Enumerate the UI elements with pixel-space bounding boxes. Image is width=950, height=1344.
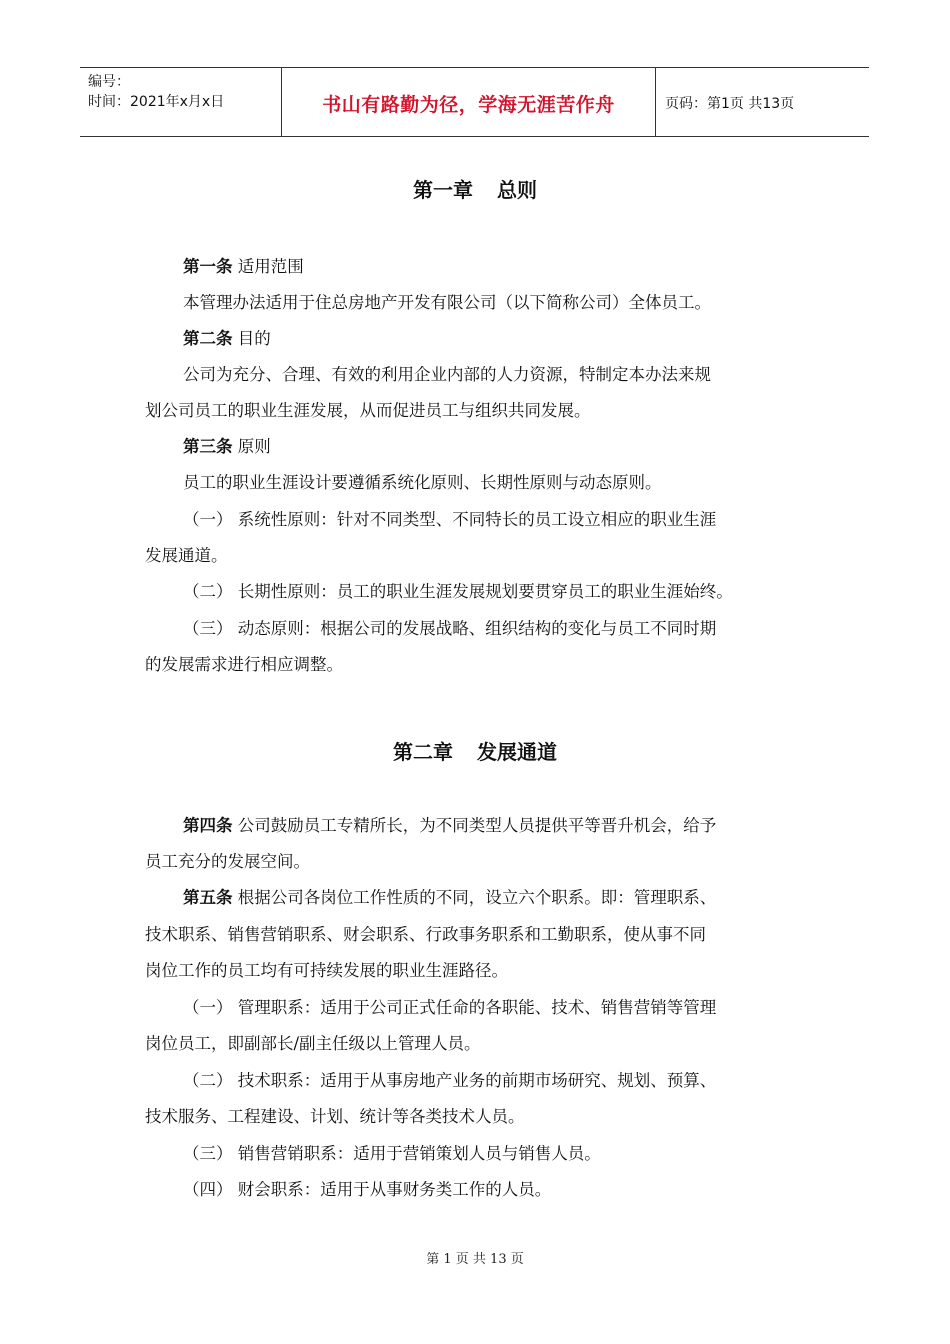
chapter-heading-1 [0, 174, 950, 203]
line-text: （一） 管理职系：适用于公司正式任命的各职能、技术、销售营销等管理 [183, 998, 717, 1017]
paragraph-line [183, 255, 304, 279]
header-page-cell [655, 68, 869, 136]
paragraph-line [183, 580, 733, 604]
line-text: 适用范围 [232, 257, 304, 276]
header-motto: 书山有路勤为径，学海无涯苦作舟 [322, 94, 615, 116]
header-meta-cell [80, 68, 281, 136]
paragraph-line [183, 814, 716, 838]
line-text: 发展通道。 [145, 546, 228, 565]
paragraph-line [145, 653, 343, 677]
document-header [80, 67, 869, 137]
header-page-info: 页码：第1页 共13页 [665, 96, 795, 112]
line-text: （二） 技术职系：适用于从事房地产业务的前期市场研究、规划、预算、 [183, 1071, 717, 1090]
line-text: 员工充分的发展空间。 [145, 852, 310, 871]
paragraph-line [183, 1178, 551, 1202]
line-text: 岗位员工，即副部长/副主任级以上管理人员。 [145, 1034, 481, 1053]
header-motto-cell [281, 68, 656, 136]
line-text: （三） 动态原则：根据公司的发展战略、组织结构的变化与员工不同时期 [183, 619, 717, 638]
line-text: （二） 长期性原则：员工的职业生涯发展规划要贯穿员工的职业生涯始终。 [183, 582, 733, 601]
article-label: 第二条 [183, 329, 233, 348]
line-text: （四） 财会职系：适用于从事财务类工作的人员。 [183, 1180, 552, 1199]
line-text: 划公司员工的职业生涯发展，从而促进员工与组织共同发展。 [145, 401, 591, 420]
paragraph-line [145, 923, 706, 947]
paragraph-line [145, 1032, 481, 1056]
line-text: 技术职系、销售营销职系、财会职系、行政事务职系和工勤职系，使从事不同 [145, 925, 706, 944]
line-text: 公司为充分、合理、有效的利用企业内部的人力资源，特制定本办法来规 [183, 365, 711, 384]
paragraph-line [183, 1069, 716, 1093]
paragraph-line [183, 1142, 601, 1166]
document-date-label: 时间：2021年x月x日 [88, 94, 225, 110]
paragraph-line [145, 959, 508, 983]
line-text: 的发展需求进行相应调整。 [145, 655, 343, 674]
line-text: 岗位工作的员工均有可持续发展的职业生涯路径。 [145, 961, 508, 980]
paragraph-line [183, 327, 271, 351]
chapter-title: 总则 [497, 178, 537, 202]
line-text: 员工的职业生涯设计要遵循系统化原则、长期性原则与动态原则。 [183, 473, 662, 492]
paragraph-line [183, 617, 716, 641]
article-label: 第三条 [183, 437, 233, 456]
page-footer: 第 1 页 共 13 页 [426, 1252, 524, 1267]
line-text: （一） 系统性原则：针对不同类型、不同特长的员工设立相应的职业生涯 [183, 510, 717, 529]
line-text: （三） 销售营销职系：适用于营销策划人员与销售人员。 [183, 1144, 601, 1163]
paragraph-line [183, 291, 711, 315]
article-label: 第五条 [183, 888, 233, 907]
line-text: 目的 [232, 329, 271, 348]
paragraph-line [145, 1105, 525, 1129]
paragraph-line [183, 363, 711, 387]
paragraph-line [145, 544, 228, 568]
line-text: 原则 [232, 437, 271, 456]
paragraph-line [145, 850, 310, 874]
paragraph-line [183, 886, 716, 910]
paragraph-line [183, 471, 662, 495]
paragraph-line [183, 996, 716, 1020]
paragraph-line [183, 508, 716, 532]
line-text: 本管理办法适用于住总房地产开发有限公司（以下简称公司）全体员工。 [183, 293, 711, 312]
article-label: 第四条 [183, 816, 233, 835]
article-label: 第一条 [183, 257, 233, 276]
paragraph-line [145, 399, 591, 423]
chapter-heading-2 [0, 736, 950, 765]
chapter-number: 第一章 [413, 178, 473, 202]
line-text: 公司鼓励员工专精所长，为不同类型人员提供平等晋升机会，给予 [232, 816, 717, 835]
line-text: 根据公司各岗位工作性质的不同，设立六个职系。即：管理职系、 [232, 888, 717, 907]
line-text: 技术服务、工程建设、计划、统计等各类技术人员。 [145, 1107, 525, 1126]
chapter-title: 发展通道 [477, 740, 557, 764]
chapter-number: 第二章 [393, 740, 453, 764]
document-number-label: 编号： [88, 74, 130, 90]
paragraph-line [183, 435, 271, 459]
